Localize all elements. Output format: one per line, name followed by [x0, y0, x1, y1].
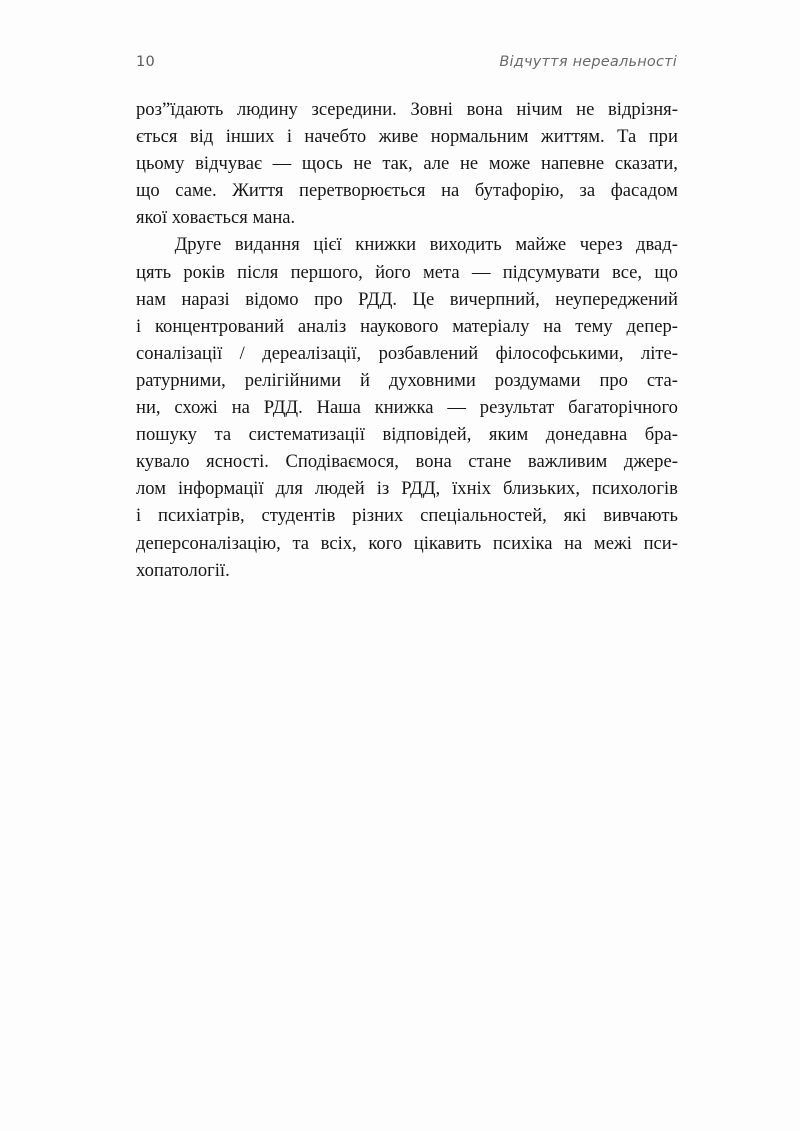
running-head — [136, 54, 677, 78]
word: ється — [136, 126, 178, 148]
word: студентів — [261, 505, 336, 527]
word: не — [353, 153, 372, 175]
word: — — [447, 397, 466, 419]
word: важливим — [527, 451, 608, 473]
word: відчуває — [195, 153, 262, 175]
text-line — [136, 313, 678, 340]
word: вона — [466, 99, 503, 120]
word: наукового — [360, 315, 439, 337]
word: відрізня- — [608, 99, 678, 120]
text-line — [136, 177, 678, 204]
word: про — [599, 369, 628, 391]
word: ни, — [136, 397, 161, 419]
word: нічим — [516, 99, 563, 120]
word: інших — [225, 126, 275, 148]
word: не — [459, 153, 479, 175]
word: соналізації — [136, 342, 223, 364]
word: щось — [301, 153, 343, 175]
word: і — [286, 126, 292, 148]
word: джере- — [623, 451, 678, 473]
word: після — [237, 261, 279, 283]
word: все, — [612, 261, 643, 283]
text-line — [136, 421, 678, 448]
word: їхніх — [452, 478, 492, 500]
word: Зовні — [410, 99, 453, 120]
text-line — [136, 286, 678, 313]
word: життям. — [540, 126, 605, 148]
word: про — [314, 288, 343, 310]
word: бутафорію, — [474, 180, 564, 202]
word: майже — [515, 234, 567, 256]
word: та — [292, 532, 310, 554]
text-line — [136, 475, 678, 502]
word: начебто — [304, 126, 367, 148]
word: живе — [378, 126, 419, 148]
word: РДД. — [263, 397, 303, 419]
word: всіх, — [320, 532, 357, 554]
text-line — [136, 340, 678, 367]
word: Сподіваємося, — [285, 451, 399, 473]
word: концентрований — [154, 315, 285, 337]
word: від — [189, 126, 214, 148]
word: пси- — [643, 532, 678, 554]
word: років — [183, 261, 225, 283]
word: для — [275, 478, 303, 500]
word: й — [359, 369, 370, 391]
word: ясності. — [206, 451, 269, 473]
word: його — [375, 261, 411, 283]
word: мета — [423, 261, 460, 283]
paragraph-1 — [136, 96, 678, 231]
word: видання — [234, 234, 300, 256]
word: роз”їдають — [136, 99, 224, 120]
word: бра- — [644, 424, 678, 446]
word: підсумувати — [502, 261, 600, 283]
word: та — [214, 424, 232, 446]
word: Та — [617, 126, 637, 148]
word: при — [648, 126, 678, 148]
word: близьких, — [503, 478, 580, 500]
text-line — [136, 530, 678, 557]
text-line — [136, 367, 678, 394]
word: на — [441, 180, 460, 202]
word: двад- — [636, 234, 678, 256]
word: деперсоналізацію, — [136, 532, 281, 554]
word: РДД. — [358, 288, 398, 310]
word: на — [564, 532, 583, 554]
word: відповідей, — [382, 424, 472, 446]
word: стане — [468, 451, 512, 473]
page-number: 10 — [136, 54, 156, 70]
word: інформації — [177, 478, 264, 500]
word: багаторічного — [568, 397, 678, 419]
word: релігійними — [244, 369, 342, 391]
paragraph-2 — [136, 231, 678, 583]
word: так, — [382, 153, 413, 175]
word: кувало — [136, 451, 190, 473]
word: спеціальностей, — [420, 505, 547, 527]
word: лом — [136, 478, 166, 500]
word: зсередини. — [311, 99, 397, 120]
word: цять — [136, 261, 172, 283]
text-line — [136, 394, 678, 421]
paragraph-indent — [136, 231, 161, 258]
word: і — [136, 315, 142, 337]
word: перетворюється — [299, 180, 426, 202]
word: виходить — [429, 234, 502, 256]
word: Друге — [174, 234, 222, 256]
word: напевне — [541, 153, 605, 175]
word: пошуку — [136, 424, 197, 446]
word: цієї — [313, 234, 342, 256]
word: вичерпний, — [449, 288, 540, 310]
word: вивчають — [603, 505, 678, 527]
word: людину — [236, 99, 298, 120]
word: роздумами — [494, 369, 581, 391]
word: депер- — [626, 315, 678, 337]
word: нормальним — [430, 126, 529, 148]
word: тему — [575, 315, 613, 337]
word: наразі — [181, 288, 230, 310]
word: межі — [593, 532, 632, 554]
word: книжки — [355, 234, 417, 256]
word: книжка — [374, 397, 434, 419]
word: розбавлений — [378, 342, 479, 364]
word: систематизації — [248, 424, 365, 446]
word: дереалізації, — [262, 342, 362, 364]
word: духовними — [388, 369, 476, 391]
word: ратурними, — [136, 369, 226, 391]
word: може — [488, 153, 531, 175]
word: сказати, — [614, 153, 678, 175]
word: ста- — [646, 369, 678, 391]
text-line: якої ховається мана. — [136, 207, 296, 229]
text-line — [136, 502, 678, 529]
word: матеріалу — [452, 315, 530, 337]
word: літе- — [640, 342, 678, 364]
word: психіатрів, — [158, 505, 245, 527]
text-line — [136, 123, 678, 150]
word: на — [231, 397, 250, 419]
word: через — [579, 234, 623, 256]
text-line: хопатології. — [136, 559, 230, 581]
word: із — [376, 478, 390, 500]
word: що — [136, 180, 160, 202]
word: — — [272, 153, 292, 175]
text-line — [136, 448, 678, 475]
word: першого, — [290, 261, 363, 283]
word: — — [471, 261, 491, 283]
word: яким — [488, 424, 529, 446]
text-line — [136, 259, 678, 286]
word: психологів — [591, 478, 678, 500]
word: нам — [136, 288, 166, 310]
text-line — [136, 96, 678, 123]
text-line — [136, 150, 678, 177]
word: неупереджений — [555, 288, 678, 310]
word: Це — [412, 288, 435, 310]
word: Життя — [232, 180, 284, 202]
word: не — [576, 99, 595, 120]
word: Наша — [316, 397, 361, 419]
word: які — [563, 505, 587, 527]
word: вона — [415, 451, 452, 473]
word: різних — [352, 505, 404, 527]
word: результат — [479, 397, 555, 419]
word: на — [543, 315, 562, 337]
word: цікавить — [413, 532, 482, 554]
running-head-title: Відчуття нереальності — [499, 54, 677, 70]
word: цьому — [136, 153, 185, 175]
text-line — [136, 231, 678, 258]
word: і — [136, 505, 142, 527]
word: фасадом — [610, 180, 678, 202]
word: / — [239, 342, 245, 364]
word: аналіз — [297, 315, 347, 337]
word: філософськими, — [495, 342, 624, 364]
word: саме. — [175, 180, 217, 202]
word: кого — [368, 532, 403, 554]
word: але — [423, 153, 450, 175]
word: за — [579, 180, 596, 202]
word: донедавна — [545, 424, 628, 446]
body-text — [136, 96, 678, 584]
word: людей — [314, 478, 365, 500]
word: схожі — [174, 397, 218, 419]
word: що — [654, 261, 678, 283]
word: психіка — [492, 532, 553, 554]
word: РДД, — [401, 478, 441, 500]
word: відомо — [245, 288, 299, 310]
